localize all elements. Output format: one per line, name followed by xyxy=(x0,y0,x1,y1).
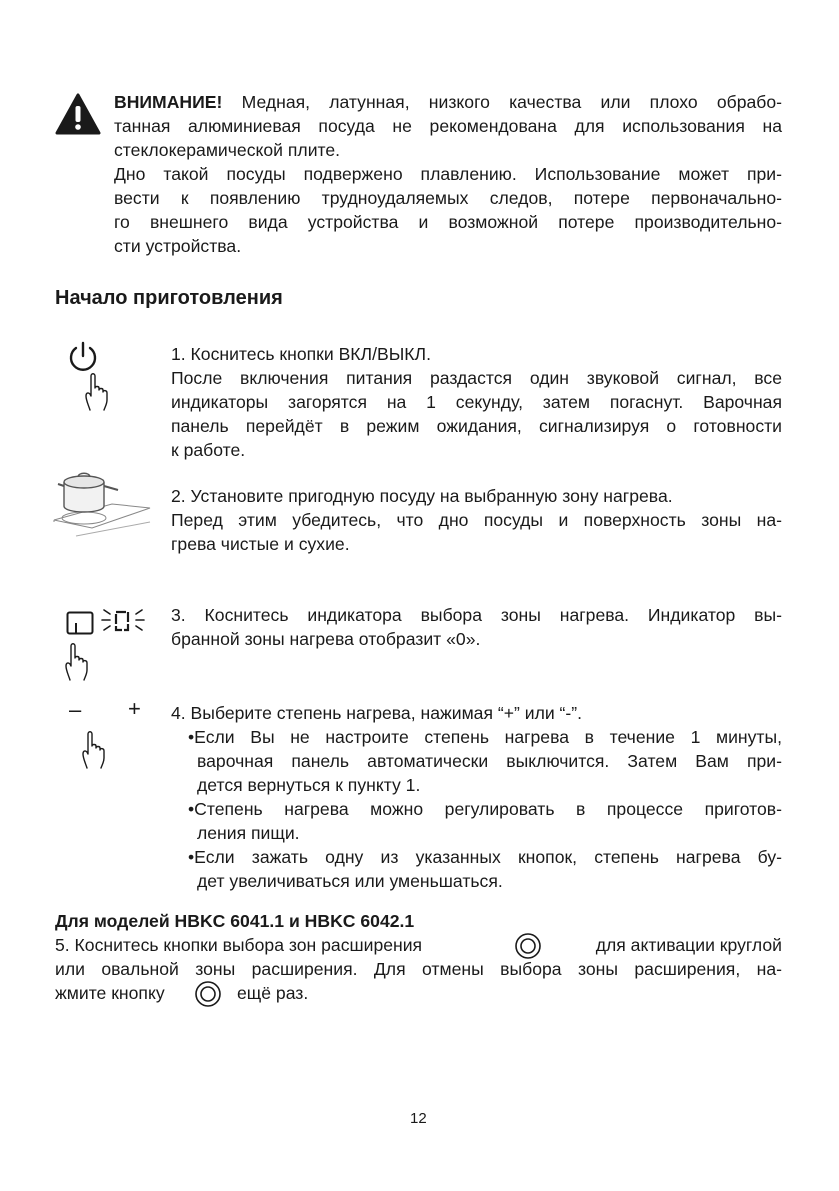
step-4-intro: 4. Выберите степень нагрева, нажимая “+” или “-”. xyxy=(171,703,583,723)
expansion-zone-icon xyxy=(514,932,542,966)
step-line: к работе. xyxy=(171,440,246,460)
step-line: бранной зоны нагрева отобразит «0». xyxy=(171,629,481,649)
bullet-line: дется вернуться к пункту 1. xyxy=(197,775,421,795)
bullet-line: •Степень нагрева можно регулировать в процессе приготов- xyxy=(188,799,782,819)
step-line: панель перейдёт в режим ожидания, сигнализируя о готовности xyxy=(171,416,782,436)
minus-symbol: – xyxy=(69,697,82,722)
models-heading: Для моделей HBKC 6041.1 и HBKC 6042.1 xyxy=(55,911,415,931)
models-line-1 xyxy=(55,933,782,957)
warning-line: ВНИМАНИЕ! Медная, латунная, низкого качества или плохо обрабо- xyxy=(114,92,782,112)
step-3-text xyxy=(171,603,782,651)
warning-line: Дно такой посуды подвержено плавлению. Использование может при- xyxy=(114,164,782,184)
bullet-line: •Если Вы не настроите степень нагрева в течение 1 минуты, xyxy=(188,727,782,747)
step-line: 1. Коснитесь кнопки ВКЛ/ВЫКЛ. xyxy=(171,344,431,364)
hand-pointer-icon xyxy=(82,370,114,412)
bullet-line: дет увеличиваться или уменьшаться. xyxy=(197,871,503,891)
models-line-1b: для активации круглой xyxy=(595,935,782,955)
warning-line: го внешнего вида устройства и возможной потере производительно- xyxy=(114,212,782,232)
warning-line: танная алюминиевая посуда не рекомендована для использования на xyxy=(114,116,782,136)
warning-line: стеклокерамической плите. xyxy=(114,140,341,160)
step-line: 2. Установите пригодную посуду на выбранную зону нагрева. xyxy=(171,486,673,506)
step-line: После включения питания раздастся один звуковой сигнал, все xyxy=(171,368,782,388)
step-line: 3. Коснитесь индикатора выбора зоны нагрева. Индикатор вы- xyxy=(171,605,782,625)
step-line: грева чистые и сухие. xyxy=(171,534,350,554)
warning-line: вести к появлению трудноудаляемых следов, потере первоначально- xyxy=(114,188,782,208)
models-section xyxy=(55,909,782,1005)
warning-line: сти устройства. xyxy=(114,236,242,256)
hand-pointer-icon xyxy=(62,640,94,682)
page-number: 12 xyxy=(410,1110,427,1127)
hand-pointer-icon xyxy=(79,728,111,770)
models-line-3 xyxy=(55,981,782,1005)
pot-on-cooktop-icon xyxy=(52,462,152,542)
section-title: Начало приготовления xyxy=(55,287,283,309)
step-line: Перед этим убедитесь, что дно посуды и поверхность зоны на- xyxy=(171,510,782,530)
step-4-bullets xyxy=(188,725,782,893)
bullet-line: варочная панель автоматически выключится. Затем Вам при- xyxy=(197,751,782,771)
models-line-1a: 5. Коснитесь кнопки выбора зон расширения xyxy=(55,935,423,955)
models-line-2: или овальной зоны расширения. Для отмены выбора зоны расширения, на- xyxy=(55,959,782,979)
power-icon xyxy=(66,340,100,374)
expansion-zone-icon xyxy=(194,980,222,1014)
step-1-text xyxy=(171,342,782,462)
plus-symbol: + xyxy=(128,696,141,721)
bullet-line: ления пищи. xyxy=(197,823,300,843)
warning-text xyxy=(114,90,782,258)
models-line-3a: жмите кнопку xyxy=(55,983,165,1003)
warning-triangle-icon xyxy=(55,93,101,135)
models-line-3b: ещё раз. xyxy=(237,983,309,1003)
step-line: индикаторы загорятся на 1 секунду, затем погаснут. Варочная xyxy=(171,392,782,412)
zone-select-icon xyxy=(66,611,94,635)
segment-zero-icon xyxy=(100,606,146,636)
bullet-line: •Если зажать одну из указанных кнопок, степень нагрева бу- xyxy=(188,847,782,867)
step-2-text xyxy=(171,484,782,556)
warning-label: ВНИМАНИЕ! xyxy=(114,92,223,112)
